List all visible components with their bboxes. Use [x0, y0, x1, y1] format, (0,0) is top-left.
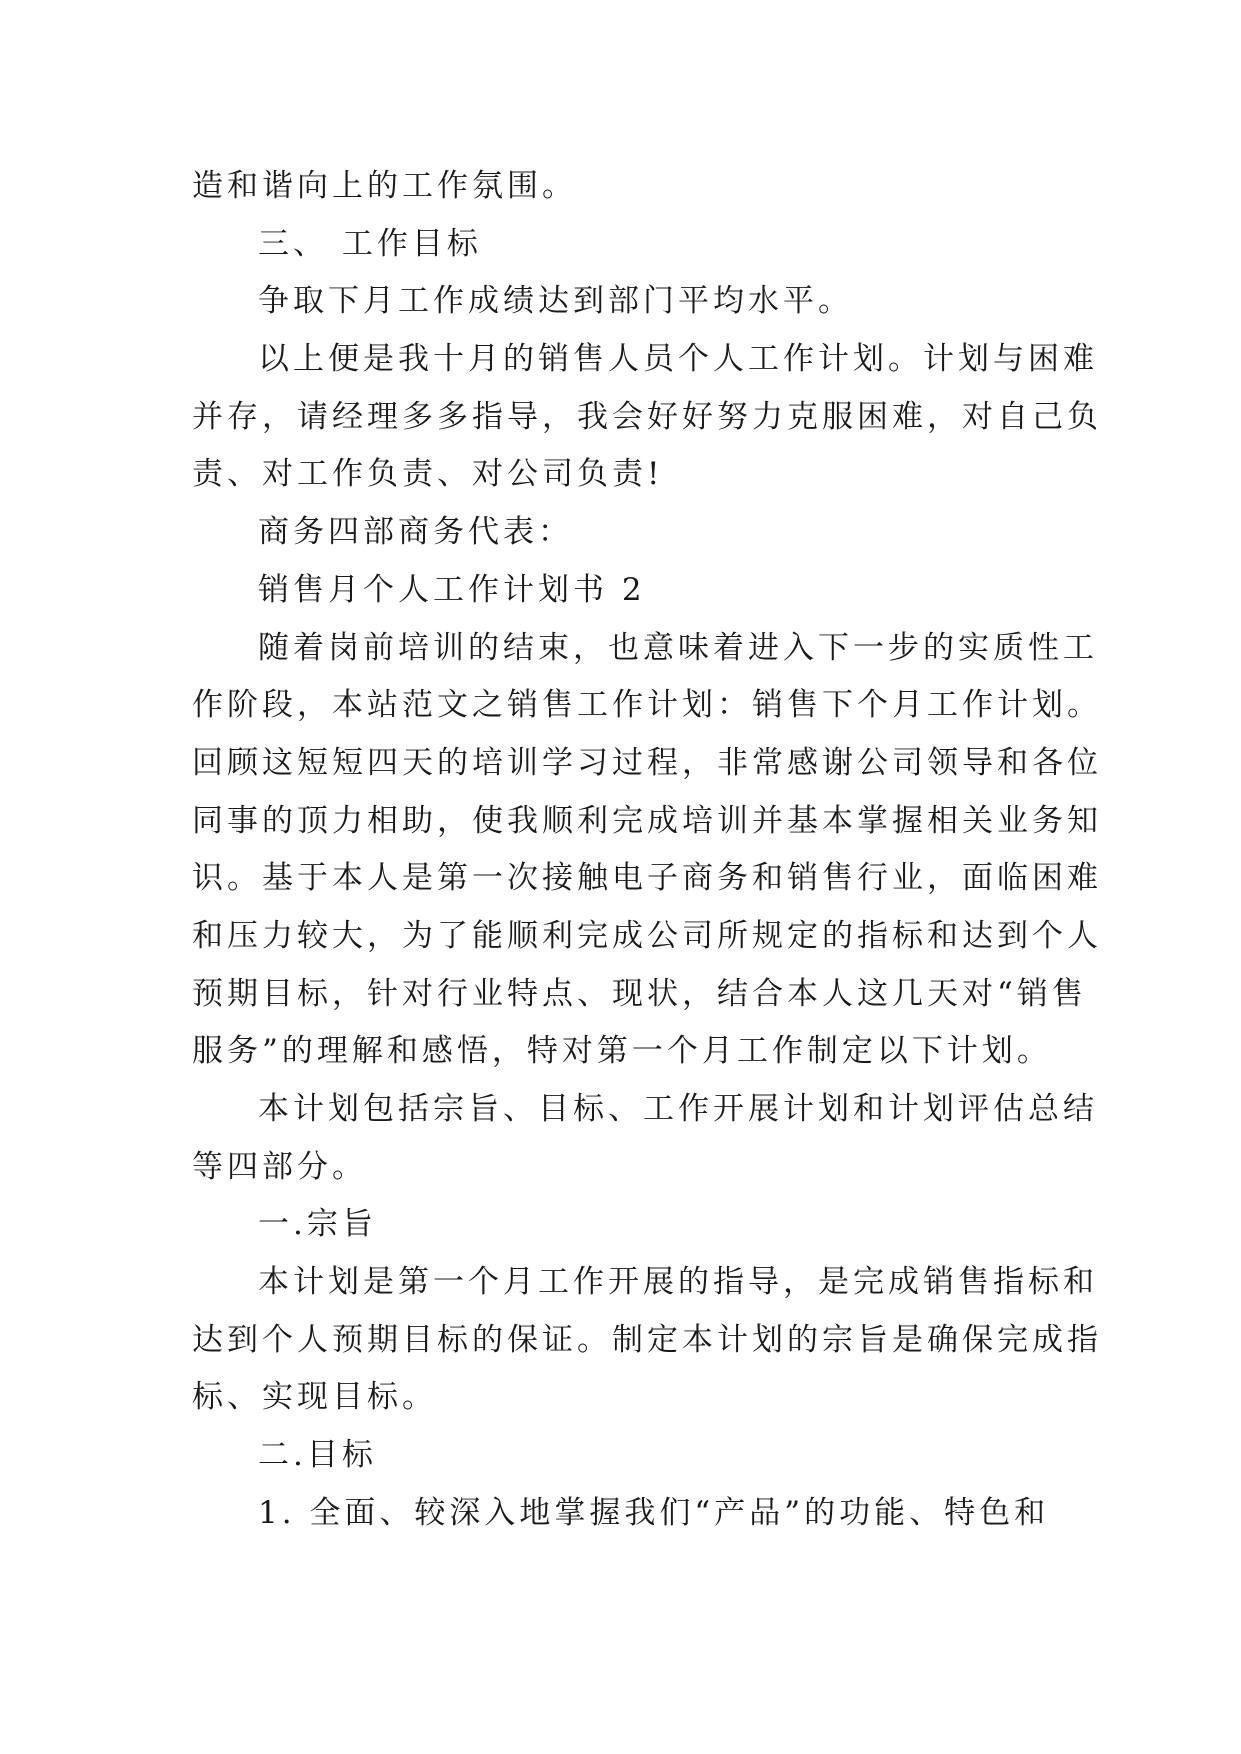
text-line: 责、对工作负责、对公司负责!	[192, 456, 664, 493]
section-heading: 一.宗旨	[258, 1206, 377, 1243]
text-line: 预期目标，针对行业特点、现状，结合本人这几天对“销售	[192, 975, 1087, 1012]
text-line: 本计划是第一个月工作开展的指导，是完成销售指标和	[258, 1264, 1098, 1301]
text-line: 并存，请经理多多指导，我会好好努力克服困难，对自己负	[192, 398, 1102, 435]
section-heading: 二.目标	[258, 1437, 377, 1474]
text-line: 同事的顶力相助，使我顺利完成培训并基本掌握相关业务知	[192, 802, 1102, 839]
section-heading: 三、 工作目标	[258, 225, 482, 262]
text-line: 造和谐向上的工作氛围。	[192, 168, 577, 204]
text-line: 回顾这短短四天的培训学习过程，非常感谢公司领导和各位	[192, 744, 1102, 781]
document-body	[192, 158, 1102, 1543]
text-line: 和压力较大，为了能顺利完成公司所规定的指标和达到个人	[192, 917, 1102, 954]
signature-line: 商务四部商务代表：	[258, 514, 573, 551]
text-line: 作阶段，本站范文之销售工作计划：销售下个月工作计划。	[192, 687, 1102, 724]
text-line: 服务”的理解和感悟，特对第一个月工作制定以下计划。	[192, 1033, 1052, 1070]
text-line: 随着岗前培训的结束，也意味着进入下一步的实质性工	[258, 629, 1098, 666]
text-line: 达到个人预期目标的保证。制定本计划的宗旨是确保完成指	[192, 1321, 1102, 1358]
document-title: 销售月个人工作计划书 2	[258, 571, 646, 608]
text-line: 标、实现目标。	[192, 1379, 437, 1416]
list-item: 1. 全面、较深入地掌握我们“产品”的功能、特色和	[258, 1494, 1050, 1531]
text-line: 以上便是我十月的销售人员个人工作计划。计划与困难	[258, 341, 1098, 378]
text-line: 本计划包括宗旨、目标、工作开展计划和计划评估总结	[258, 1091, 1098, 1127]
text-line: 等四部分。	[192, 1148, 367, 1185]
text-line: 识。基于本人是第一次接触电子商务和销售行业，面临困难	[192, 860, 1102, 897]
text-line: 争取下月工作成绩达到部门平均水平。	[258, 283, 853, 320]
